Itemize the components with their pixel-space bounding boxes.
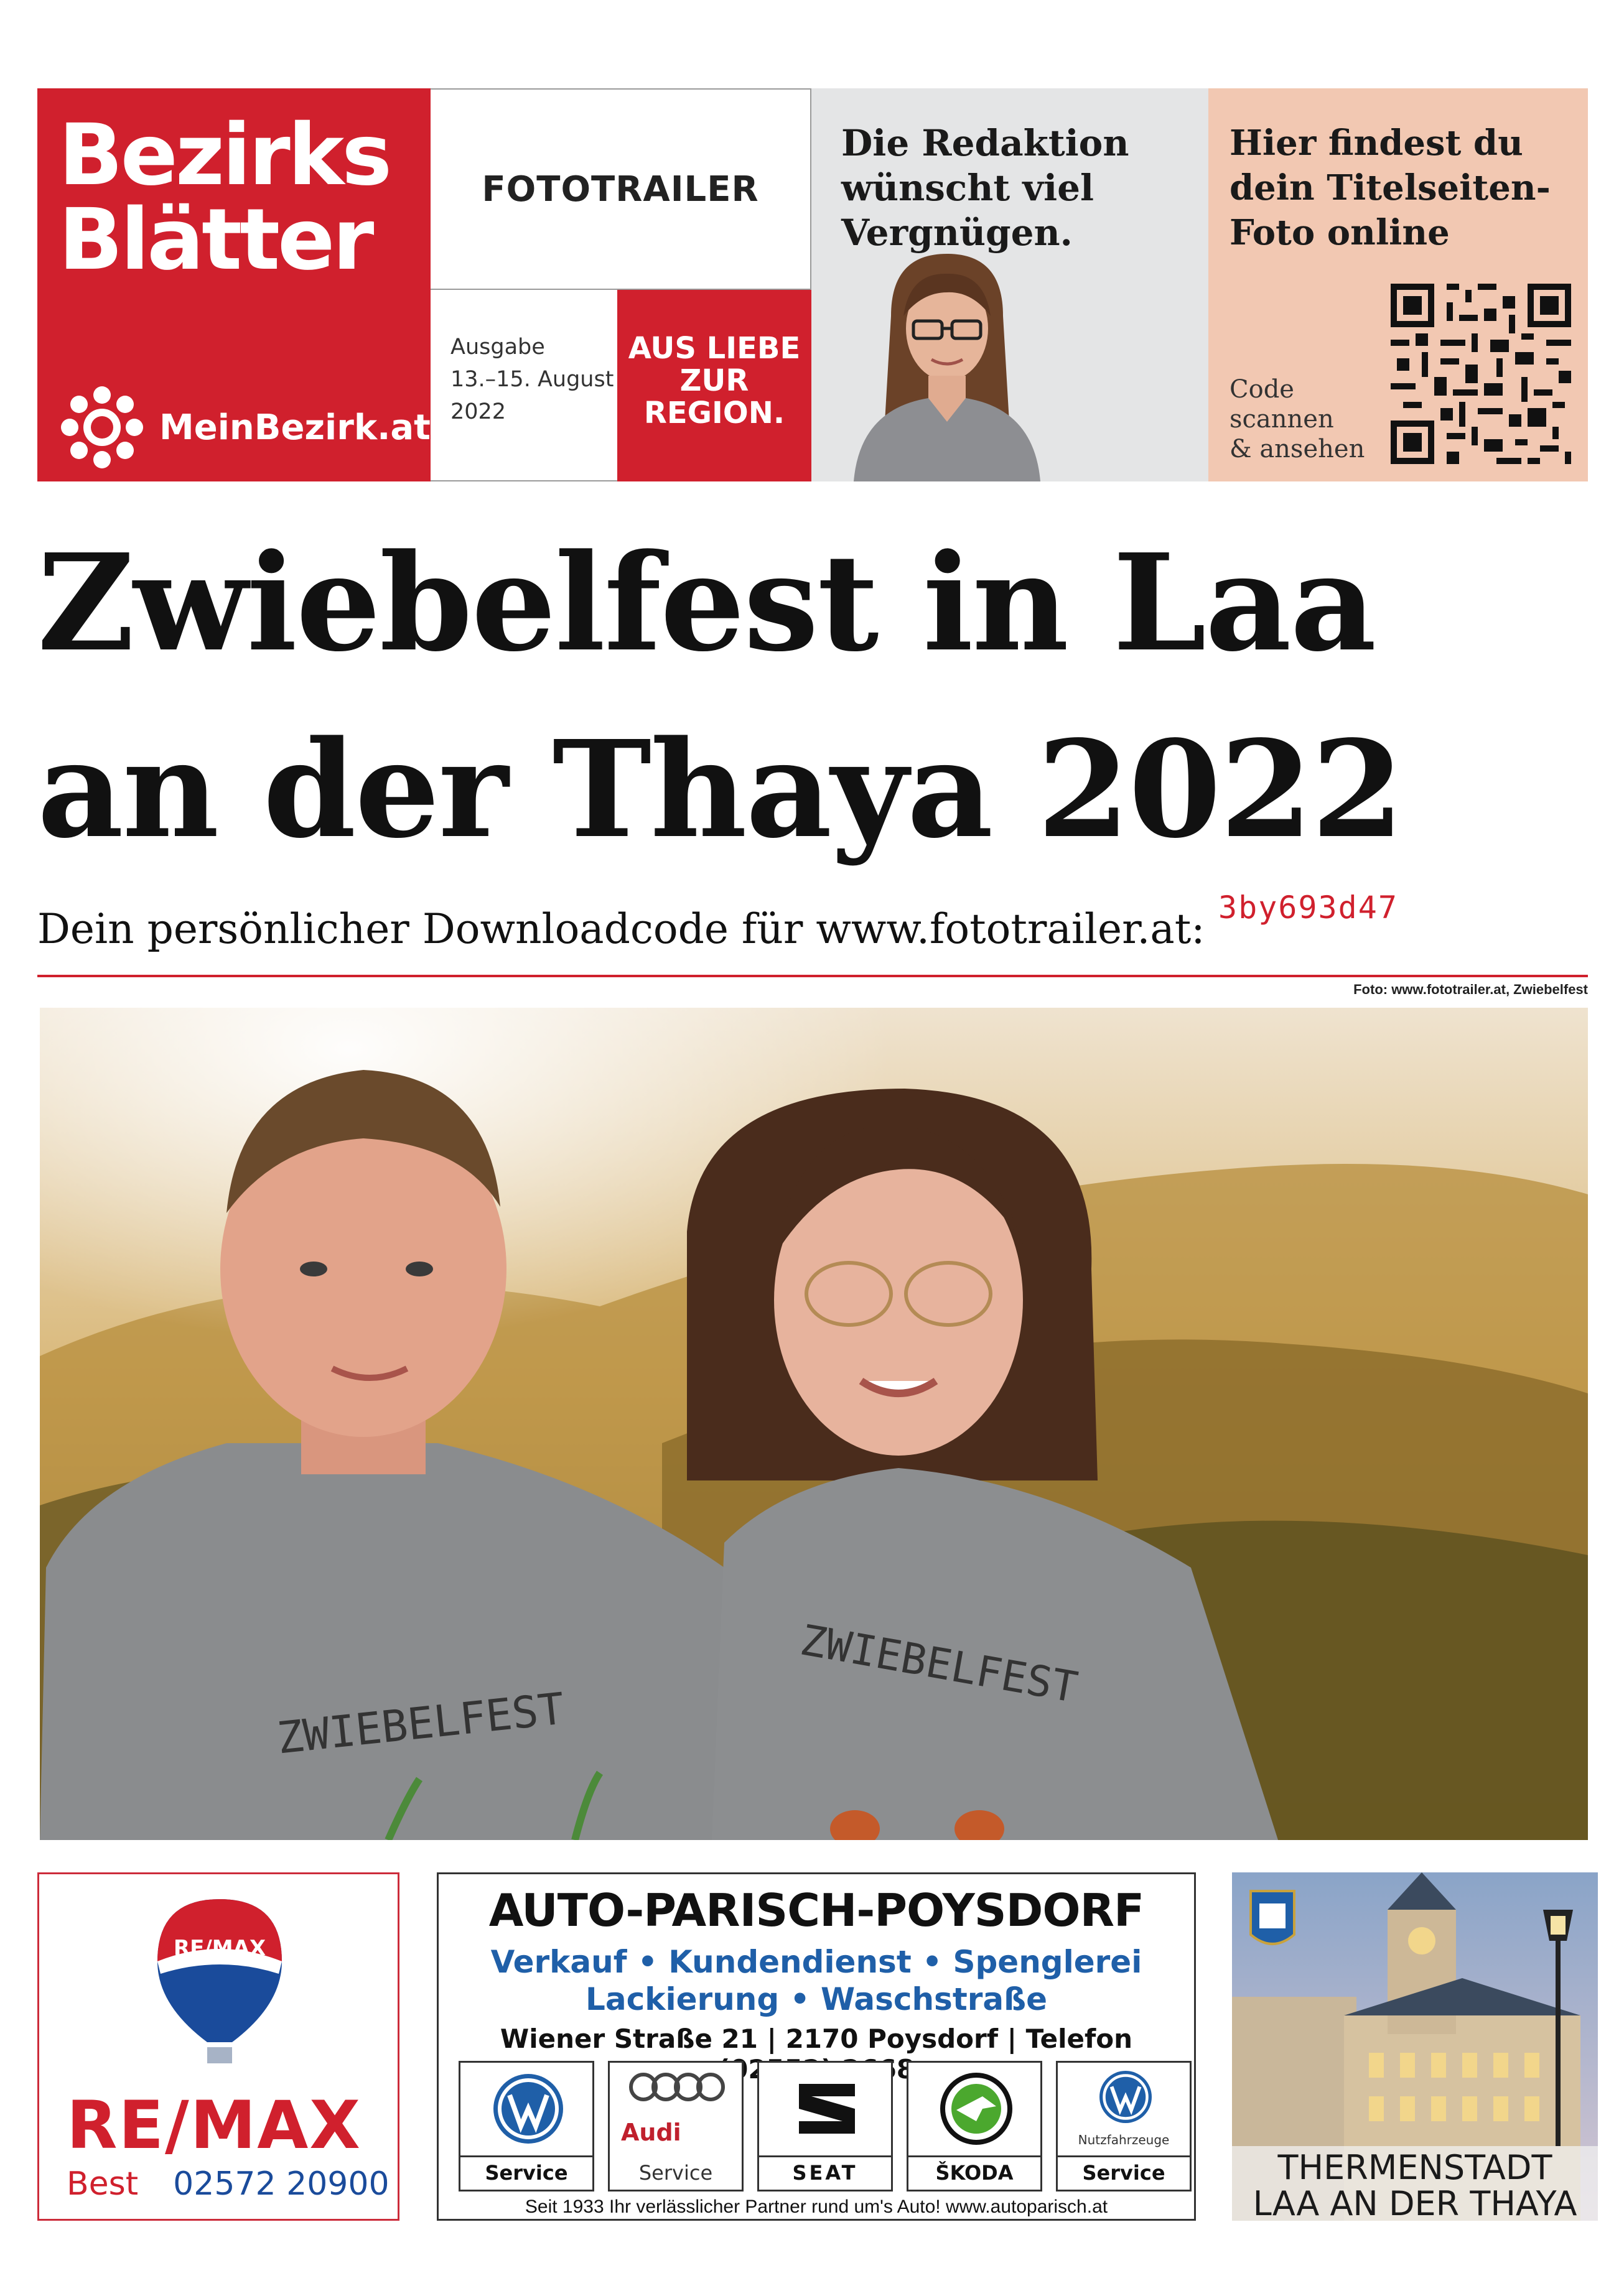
headline-line2: an der Thaya 2022 bbox=[37, 712, 1403, 868]
thermenstadt-line2: LAA AN DER THAYA bbox=[1253, 2184, 1577, 2221]
brand-name-line2: Blätter bbox=[58, 191, 372, 289]
qr-line1: Code bbox=[1230, 375, 1294, 404]
brand-logo-panel[interactable] bbox=[37, 88, 431, 481]
qr-code-icon[interactable] bbox=[1391, 284, 1571, 464]
remax-contact bbox=[67, 2165, 390, 2203]
couple-photo-image bbox=[40, 1008, 1588, 1840]
audi-service-logo bbox=[608, 2061, 744, 2191]
online-line1: Hier findest du bbox=[1230, 123, 1523, 164]
thermenstadt-ad[interactable] bbox=[1232, 1872, 1598, 2221]
editorial-panel bbox=[811, 88, 1208, 481]
skoda-logo bbox=[907, 2061, 1042, 2191]
auto-footer: Seit 1933 Ihr verlässlicher Partner rund um's Auto! www.autoparisch.at bbox=[525, 2196, 1108, 2217]
slogan-line1: AUS LIEBE bbox=[628, 331, 801, 366]
remax-logo: RE/MAX bbox=[67, 2087, 362, 2164]
balloon-icon bbox=[151, 1893, 288, 2067]
thermenstadt-caption bbox=[1232, 2146, 1598, 2221]
photo-credit: Foto: www.fototrailer.at, Zwiebelfest bbox=[1353, 982, 1588, 997]
auto-title: AUTO-PARISCH-POYSDORF bbox=[488, 1884, 1144, 1936]
remax-ad[interactable] bbox=[37, 1872, 399, 2221]
vw-nutzfahrzeuge-icon bbox=[1098, 2069, 1154, 2125]
auto-services-line2: Lackierung • Waschstraße bbox=[586, 1981, 1047, 2017]
brand-name-line1: Bezirks bbox=[58, 106, 390, 205]
headline-line1: Zwiebelfest in Laa bbox=[37, 525, 1376, 681]
auto-services-line1: Verkauf • Kundendienst • Spenglerei bbox=[490, 1944, 1142, 1980]
vw-service-label: Service bbox=[460, 2155, 592, 2185]
issue-year: 2022 bbox=[450, 399, 506, 424]
slogan-line3: REGION. bbox=[643, 396, 785, 430]
download-label: Dein persönlicher Downloadcode für www.fototrailer.at: bbox=[37, 905, 1205, 953]
editor-portrait-image bbox=[835, 235, 1059, 481]
balloon-text: RE/MAX bbox=[173, 1936, 266, 1961]
seat-s-icon bbox=[793, 2078, 861, 2140]
qr-line3: & ansehen bbox=[1230, 435, 1365, 463]
download-code[interactable]: 3by693d47 bbox=[1218, 890, 1398, 926]
issue-dates: 13.–15. August bbox=[450, 367, 614, 392]
issue-label: Ausgabe bbox=[450, 335, 545, 360]
skoda-label: ŠKODA bbox=[908, 2155, 1040, 2185]
meinbezirk-link[interactable] bbox=[58, 384, 431, 471]
audi-service-label: Service bbox=[638, 2161, 713, 2185]
vw-icon bbox=[491, 2071, 566, 2146]
audi-wordmark: Audi bbox=[621, 2119, 681, 2146]
sun-logo-icon bbox=[58, 384, 146, 471]
vw-nutzfahrzeuge-logo bbox=[1056, 2061, 1192, 2191]
online-photo-panel bbox=[1208, 88, 1588, 481]
slogan-line2: ZUR bbox=[679, 363, 749, 398]
editorial-line2: wünscht viel bbox=[841, 167, 1094, 209]
thermenstadt-line1: THERMENSTADT bbox=[1277, 2148, 1552, 2187]
remax-office: Best bbox=[67, 2165, 139, 2203]
skoda-arrow-icon bbox=[939, 2071, 1014, 2146]
main-photo bbox=[40, 1008, 1588, 1840]
vw-nutzfahrzeuge-label: Service bbox=[1058, 2155, 1190, 2185]
audi-rings-icon bbox=[625, 2071, 730, 2103]
shirt-print-right: ZWIEBELFEST bbox=[796, 1615, 1081, 1713]
shirt-print-left: ZWIEBELFEST bbox=[274, 1683, 567, 1764]
headline bbox=[37, 510, 1593, 883]
seat-logo bbox=[757, 2061, 893, 2191]
online-line2: dein Titelseiten- bbox=[1230, 167, 1551, 208]
vw-service-logo bbox=[459, 2061, 594, 2191]
issue-info bbox=[431, 290, 617, 481]
auto-parisch-ad[interactable] bbox=[437, 1872, 1196, 2221]
qr-line2: scannen bbox=[1230, 405, 1334, 434]
divider-rule bbox=[37, 975, 1588, 977]
brand-logos bbox=[459, 2061, 1192, 2191]
seat-label: SEAT bbox=[759, 2155, 891, 2185]
auto-address: Wiener Straße 21 | 2170 Poysdorf | Telefon bbox=[500, 2024, 1133, 2054]
brand-site: MeinBezirk.at bbox=[159, 407, 431, 448]
nutzfahrzeuge-sub: Nutzfahrzeuge bbox=[1078, 2132, 1170, 2147]
remax-phone: 02572 20900 bbox=[173, 2165, 390, 2203]
section-title: FOTOTRAILER bbox=[431, 88, 811, 290]
editorial-line3: Vergnügen. bbox=[841, 211, 1073, 254]
slogan-box bbox=[617, 290, 811, 481]
online-line3: Foto online bbox=[1230, 212, 1450, 253]
editorial-line1: Die Redaktion bbox=[841, 122, 1129, 164]
